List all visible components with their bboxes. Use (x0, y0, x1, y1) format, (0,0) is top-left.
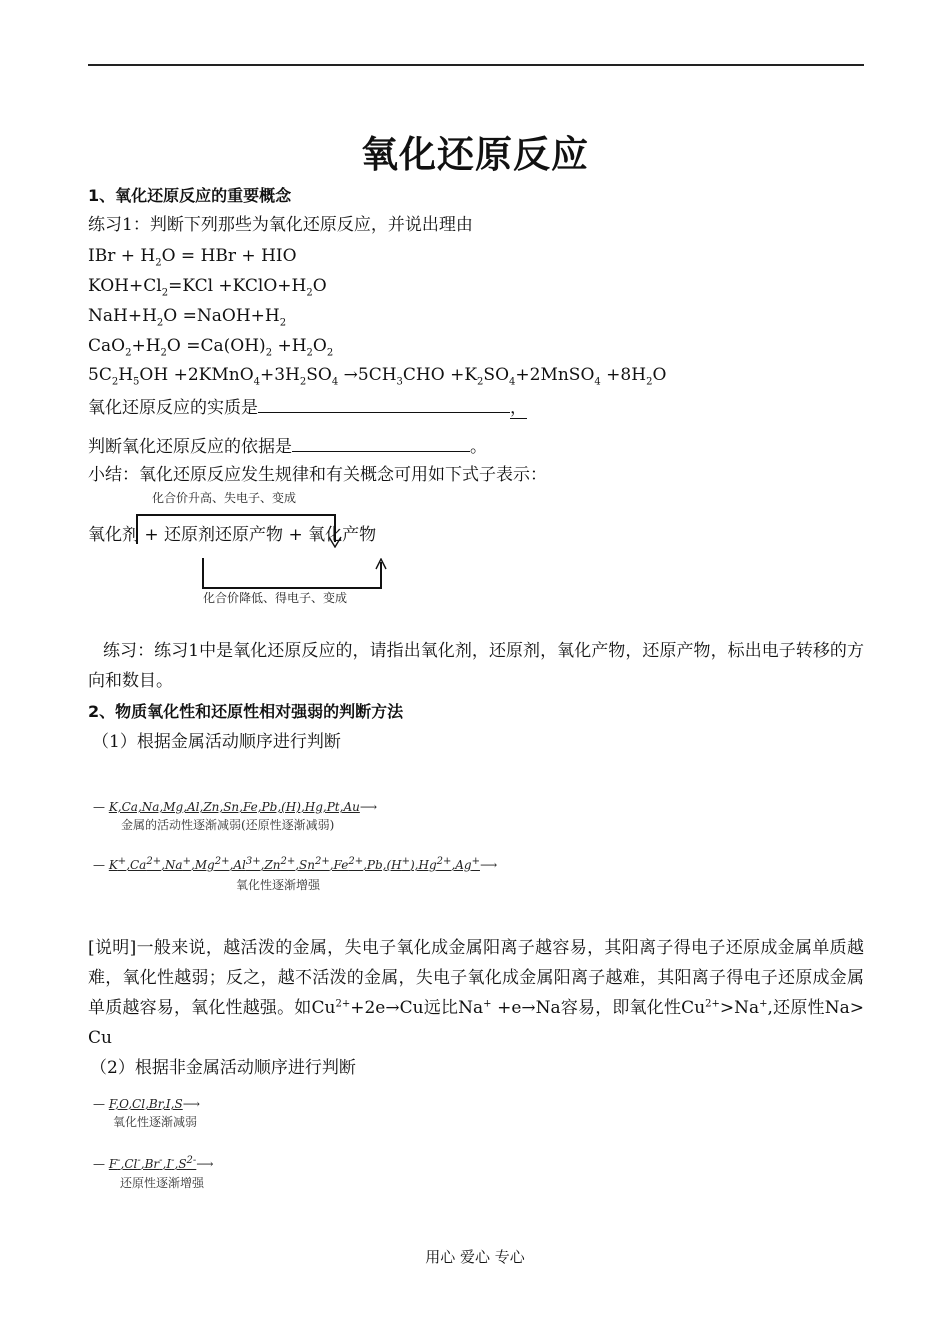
arrow-up-icon (375, 558, 387, 570)
scheme-bottom-label: 化合价降低、得电子、变成 (203, 591, 348, 605)
equation-2: $KOH+Cl_2=KCl$ $+KClO+H_2O$ (88, 276, 327, 299)
equation-1: IBr + $H_2O$ = HBr + HIO (88, 246, 297, 269)
metal-sequence-caption: 金属的活动性逐渐减弱(还原性逐渐减弱) (121, 818, 335, 832)
essence-question: 氧化还原反应的实质是 ， (88, 394, 527, 420)
scheme-top-bracket (136, 514, 336, 516)
summary-text: 小结：氧化还原反应发生规律和有关概念可用如下式子表示： (88, 465, 547, 485)
equation-3: $NaH+H_2O$ $=NaOH+H_2$ (88, 306, 287, 329)
equation-4: $CaO_2+H_2O =Ca(OH)_2 +H_2O_2$ (88, 336, 334, 359)
ion-sequence-caption: 氧化性逐渐增强 (236, 878, 321, 892)
header-rule (88, 64, 864, 66)
basis-blank[interactable] (292, 433, 470, 452)
exercise2-text: 练习：练习1中是氧化还原反应的，请指出氧化剂，还原剂，氧化产物，还原产物，标出电子转移的方向和数目。 (88, 641, 864, 691)
anion-sequence: — $F^-,Cl^-,Br^-,I^-,S^{2-}⟶$ (93, 1155, 214, 1171)
scheme-bottom-left-leg (202, 558, 204, 588)
equation-5: $5C_2H_5OH$ $+2KMnO_4+3H_2SO_4 \to 5CH_3CHO$ $+K_2SO_4+2MnSO_4 +8H_2O$ (88, 365, 667, 388)
anion-sequence-caption: 还原性逐渐增强 (120, 1176, 205, 1190)
exercise1-prompt: 练习1：判断下列那些为氧化还原反应，并说出理由 (88, 215, 473, 235)
nonmetal-sequence: — F,O,Cl,Br,I,S⟶ (93, 1097, 200, 1111)
basis-question: 判断氧化还原反应的依据是 。 (88, 433, 487, 459)
ion-sequence: — $K^+,Ca^{2+},Na^+,Mg^{2+},Al^{3+},Zn^{2+},Sn^{2+},Fe^{2+},Pb,(H^+),Hg^{2+},Ag^+⟶$ (93, 856, 498, 872)
essence-blank[interactable] (258, 394, 510, 413)
method1-heading: （1）根据金属活动顺序进行判断 (92, 732, 341, 752)
nonmetal-sequence-caption: 氧化性逐渐减弱 (113, 1115, 198, 1129)
metal-sequence: — K,Ca,Na,Mg,Al,Zn,Sn,Fe,Pb,(H),Hg,Pt,Au⟶ (93, 800, 378, 814)
method2-heading: （2）根据非金属活动顺序进行判断 (90, 1058, 356, 1078)
scheme-formula: 氧化剂 + 还原剂还原产物 + 氧化产物 (88, 525, 377, 545)
page-footer: 用心 爱心 专心 (425, 1248, 525, 1266)
scheme-top-label: 化合价升高、失电子、变成 (152, 491, 297, 505)
explanation-note: [说明]一般来说，越活泼的金属，失电子氧化成金属阳离子越容易，其阳离子得电子还原成金属单质越难，氧化性越弱；反之，越不活泼的金属，失电子氧化成金属阳离子越难，其阳离子得电子还原成金属单质越容易，氧化性越强。如$Cu^{2+}+2e\to Cu$远比Na+ +e→Na容易，即氧化性$Cu^{2+}>Na^+$,还原性Na> Cu (88, 938, 864, 1048)
section2-heading: 2、物质氧化性和还原性相对强弱的判断方法 (88, 702, 404, 721)
page-title: 氧化还原反应 (361, 133, 589, 176)
section1-heading: 1、氧化还原反应的重要概念 (88, 186, 292, 205)
